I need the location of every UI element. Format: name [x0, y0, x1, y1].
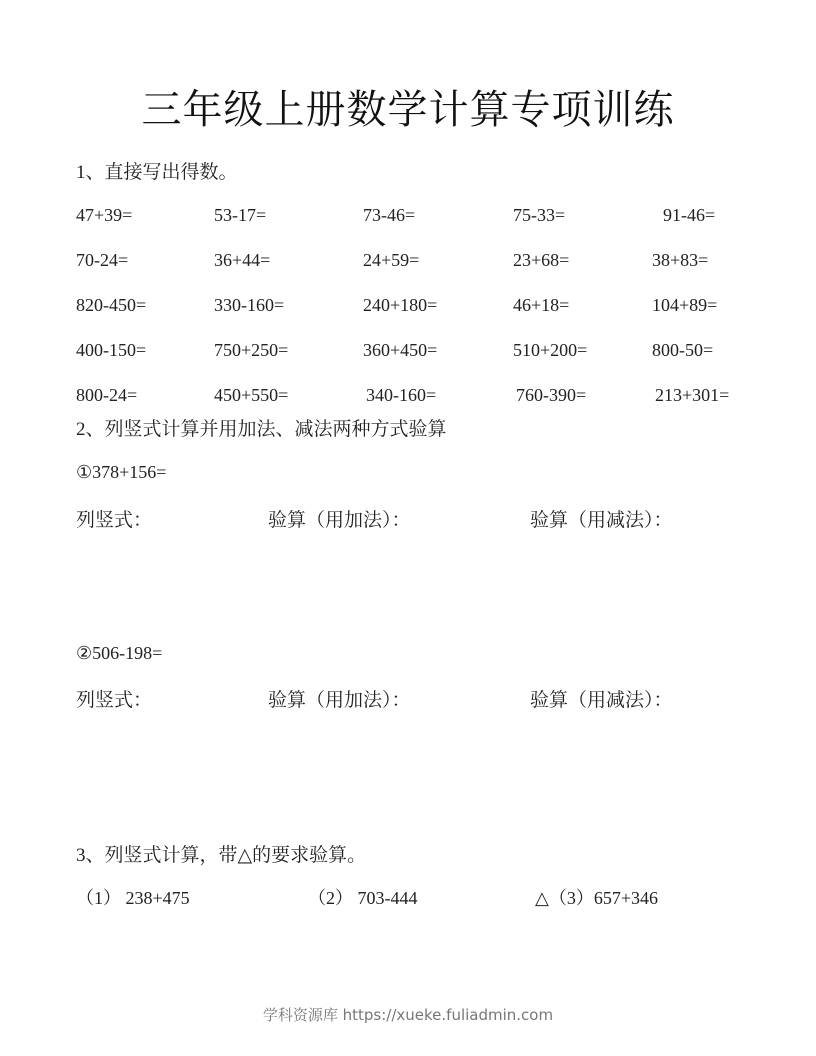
- problem-item: （2） 703-444: [308, 888, 418, 908]
- vertical-form-label: 列竖式：: [76, 510, 153, 531]
- exercise-item: 104+89=: [652, 295, 718, 315]
- exercise-item: 75-33=: [513, 205, 566, 225]
- exercise-item: 800-24=: [76, 385, 138, 405]
- exercise-item: 73-46=: [363, 205, 416, 225]
- exercise-item: 213+301=: [655, 385, 730, 405]
- exercise-item: 38+83=: [652, 250, 709, 270]
- problem-expression: ②506-198=: [76, 643, 163, 663]
- vertical-form-label: 列竖式：: [76, 690, 153, 711]
- exercise-item: 46+18=: [513, 295, 570, 315]
- section-2-heading: 2、列竖式计算并用加法、减法两种方式验算: [76, 419, 447, 440]
- exercise-item: 760-390=: [516, 385, 587, 405]
- exercise-item: 800-50=: [652, 340, 714, 360]
- exercise-item: 240+180=: [363, 295, 438, 315]
- exercise-item: 47+39=: [76, 205, 133, 225]
- problem-item: （1） 238+475: [76, 888, 190, 908]
- section-1-heading: 1、直接写出得数。: [76, 162, 238, 183]
- footer-watermark: 学科资源库 https://xueke.fuliadmin.com: [262, 1006, 554, 1024]
- exercise-item: 23+68=: [513, 250, 570, 270]
- exercise-item: 36+44=: [214, 250, 271, 270]
- check-by-addition-label: 验算（用加法）：: [268, 690, 411, 711]
- problem-expression: ①378+156=: [76, 462, 167, 482]
- exercise-item: 24+59=: [363, 250, 420, 270]
- exercise-item: 750+250=: [214, 340, 289, 360]
- exercise-item: 330-160=: [214, 295, 285, 315]
- problem-item: △（3）657+346: [535, 888, 658, 908]
- exercise-item: 400-150=: [76, 340, 147, 360]
- section-3-heading: 3、列竖式计算，带△的要求验算。: [76, 845, 367, 866]
- exercise-item: 340-160=: [366, 385, 437, 405]
- exercise-item: 820-450=: [76, 295, 147, 315]
- exercise-item: 510+200=: [513, 340, 588, 360]
- check-by-subtraction-label: 验算（用减法）：: [530, 690, 673, 711]
- check-by-addition-label: 验算（用加法）：: [268, 510, 411, 531]
- exercise-item: 450+550=: [214, 385, 289, 405]
- page-title: 三年级上册数学计算专项训练: [141, 87, 675, 133]
- exercise-item: 91-46=: [663, 205, 716, 225]
- exercise-item: 360+450=: [363, 340, 438, 360]
- exercise-item: 53-17=: [214, 205, 267, 225]
- exercise-item: 70-24=: [76, 250, 129, 270]
- check-by-subtraction-label: 验算（用减法）：: [530, 510, 673, 531]
